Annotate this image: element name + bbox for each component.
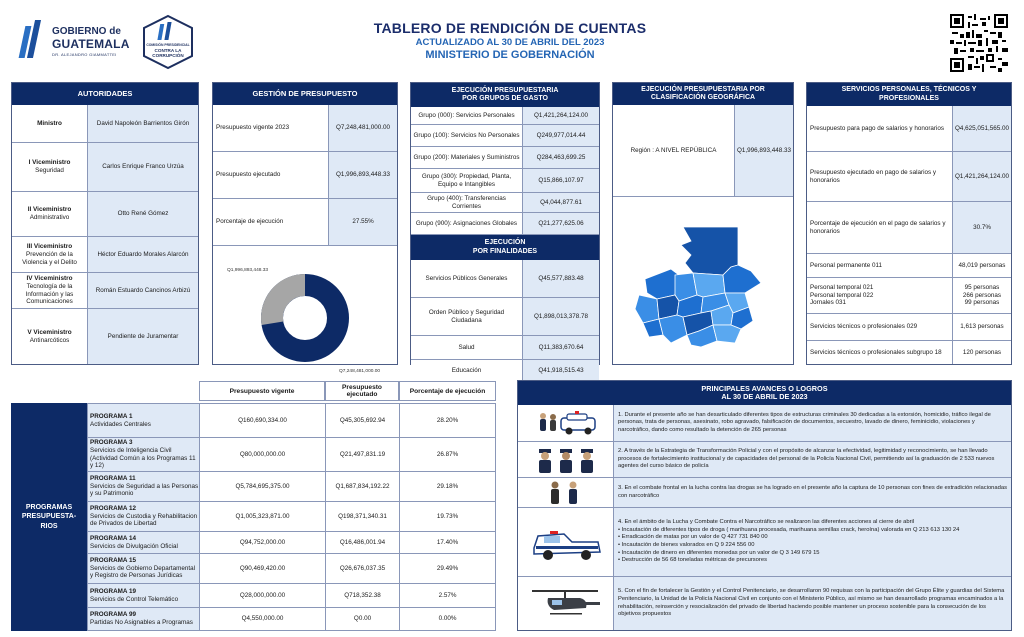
programa-vigente: Q5,784,695,375.00 [200,472,326,502]
avance-row [518,577,1011,630]
programa-name-cell [88,584,200,608]
police-graduates-icon [518,442,614,478]
finalidad-label: Servicios Públicos Generales [411,260,523,298]
grupo-row [411,125,599,147]
programa-porcentaje: 26.87% [400,438,495,472]
programa-porcentaje: 29.18% [400,472,495,502]
programa-ejecutado: Q198,371,340.31 [326,502,400,532]
nombre-cell: Héctor Eduardo Morales Alarcón [88,237,198,273]
finalidades-title [411,235,599,260]
grupos-gasto-panel [410,82,600,375]
cc-logo-line1: COMISIÓN PRESIDENCIAL [146,43,190,47]
grupo-label: Grupo (400): Transferencias Corrientes [411,193,523,213]
grupo-label: Grupo (000): Servicios Personales [411,107,523,125]
avances-title [518,381,1011,405]
finalidad-value: Q11,383,670.64 [523,336,599,360]
programa-ejecutado: Q16,486,001.94 [326,532,400,554]
servicio-row [807,254,1011,278]
finalidades-title-l2: POR FINALIDADES [472,247,538,255]
geografica-title-l1: EJECUCIÓN PRESUPUESTARIA POR [641,85,765,93]
avance-text: 1. Durante el presente año se han desarticulado diferentes tipos de estructuras criminales 30 dedicadas a la extorsión, homicidio, tráfico ilegal de personas, trata de personas, asesinato, robo agravado, falsificación de documentos, secuestro, lavado de dinero, feminicidio, violaciones y narcotráfico, dando como resultado la detención de 265 personas [614,405,1011,442]
servicio-row [807,152,1011,202]
programa-vigente: Q4,550,000.00 [200,608,326,630]
grupos-title-l1: EJECUCIÓN PRESUPUESTARIA [451,86,559,94]
map-region-escuintla [659,315,687,343]
grupo-value: Q4,044,877.61 [523,193,599,213]
programa-row [88,404,495,438]
programa-desc: Servicios de Control Telemático [90,595,179,603]
servicios-title-l2: PROFESIONALES [879,94,939,102]
cargo-cell [12,105,88,143]
cargo-area: Antinarcóticos [29,336,70,344]
avance-text: 2. A través de la Estrategia de Transformación Policial y con el propósito de alcanzar la efectividad, legitimidad y reconocimiento, se han llevado procesos de fortalecimiento institucional y de capacidades del personal de la Policía Nacional Civil, permitiendo así la graduación de 2 533 nuevos agentes del curso básico de policía [614,442,1011,478]
programas-side-label: PROGRAMAS PRESUPUESTA-RIOS [11,403,87,631]
helicopter-icon [518,577,614,630]
geografica-row [613,105,793,197]
programas-table [87,403,496,631]
grupo-row [411,147,599,169]
avance-text-group [614,508,1011,577]
grupos-title [411,83,599,107]
logo-text-line3: DR. ALEJANDRO GIAMMATTEI [52,52,117,57]
cargo-cell [12,192,88,237]
grupo-row [411,107,599,125]
donut-total-label: Q7,248,481,000.00 [339,369,381,374]
logo-text-line1: GOBIERNO de [52,26,121,37]
programa-name-cell [88,472,200,502]
guatemala-map [613,197,793,364]
grupo-row [411,169,599,193]
finalidad-row [411,298,599,336]
grupo-row [411,193,599,213]
programa-row [88,608,495,630]
detained-persons-icon [518,478,614,508]
programa-desc: Actividades Centrales [90,420,151,428]
programa-vigente: Q90,469,420.00 [200,554,326,584]
gestion-row [213,152,397,199]
cargo-area: Prevención de la Violencia y el Delito [22,250,77,266]
gestion-title: GESTIÓN DE PRESUPUESTO [213,83,397,105]
avance-bullet: • Erradicación de matas por un valor de Q 427 731 840 00 [618,534,768,541]
grupo-value: Q249,977,014.44 [523,125,599,147]
programa-desc: Servicios de Divulgación Oficial [90,542,178,550]
programa-desc: Servicios de Gobierno Departamental y Registro de Personas Jurídicas [90,564,196,580]
gestion-value: Q7,248,481,000.00 [329,105,397,152]
programa-name-cell [88,502,200,532]
map-region-izabal [723,265,761,293]
autoridad-row [12,309,198,364]
servicios-personales-panel [806,82,1012,365]
budget-donut-chart [213,246,397,387]
finalidad-value: Q1,898,013,378.78 [523,298,599,336]
finalidad-row [411,360,599,382]
page-title: TABLERO DE RENDICIÓN DE CUENTAS [373,20,647,36]
autoridad-row [12,273,198,309]
programa-ejecutado: Q21,497,831.19 [326,438,400,472]
programa-name-cell [88,438,200,472]
programa-row [88,554,495,584]
programa-name-cell [88,554,200,584]
avance-bullet: • Incautación de dinero en diferentes monedas por un valor de Q 3 149 679 15 [618,549,820,556]
police-pickup-icon [518,508,614,577]
cargo-cell [12,309,88,364]
programa-name: PROGRAMA 11 [90,474,136,482]
servicio-label: Servicios técnicos o profesionales 029 [807,314,953,341]
programa-name: PROGRAMA 14 [90,534,136,542]
programa-row [88,532,495,554]
programa-row [88,472,495,502]
gestion-presupuesto-panel [212,82,398,374]
col-header-vigente: Presupuesto vigente [199,381,325,401]
cargo-area: Tecnología de la Información y las Comunicaciones [25,282,74,306]
cargo-label: III Viceministro [26,242,73,250]
grupo-label: Grupo (200): Materiales y Suministros [411,147,523,169]
programa-ejecutado: Q718,352.38 [326,584,400,608]
programa-vigente: Q1,005,323,871.00 [200,502,326,532]
cargo-area: Seguridad [35,167,64,175]
grupo-value: Q15,866,107.97 [523,169,599,193]
programa-name: PROGRAMA 15 [90,556,136,564]
finalidad-row [411,260,599,298]
programa-row [88,502,495,532]
programa-vigente: Q160,690,334.00 [200,404,326,438]
cargo-area: Administrativo [29,214,70,222]
programa-porcentaje: 28.20% [400,404,495,438]
avances-panel [517,380,1012,631]
logo-text-line2: GUATEMALA [52,37,130,51]
grupo-label: Grupo (300): Propiedad, Planta, Equipo e Intangibles [411,169,523,193]
map-region-alta-verapaz [693,273,725,297]
servicio-label: Personal temporal 021 [810,283,874,291]
map-region-san-marcos [635,295,659,323]
finalidades-title-l1: EJECUCIÓN [484,239,526,247]
avance-row [518,442,1011,478]
programa-porcentaje: 0.00% [400,608,495,630]
servicio-value: Q1,421,264,124.00 [953,152,1011,202]
cargo-label: IV Viceministro [26,274,73,282]
servicio-value: 266 personas [962,291,1002,299]
ministry-name: MINISTERIO DE GOBERNACIÓN [425,49,595,61]
avance-row [518,508,1011,577]
programa-ejecutado: Q26,676,037.35 [326,554,400,584]
autoridad-row [12,143,198,192]
avances-title-l1: PRINCIPALES AVANCES O LOGROS [701,383,828,393]
geografica-panel [612,82,794,365]
servicio-value: Q4,625,051,565.00 [953,106,1011,152]
gestion-label: Presupuesto vigente 2023 [213,105,329,152]
grupo-label: Grupo (100): Servicios No Personales [411,125,523,147]
geografica-title [613,83,793,105]
gestion-label: Presupuesto ejecutado [213,152,329,199]
servicios-title-l1: SERVICIOS PERSONALES, TÉCNICOS Y [841,86,977,94]
grupo-value: Q1,421,264,124.00 [523,107,599,125]
avance-text: 5. Con el fin de fortalecer la Gestión y el Control Penitenciario, se desarrollaron 90 requisas con la participación del Grupo Élite y guardias del Sistema Penitenciario, la Unidad de la Policía Nacional Civil en conjunto con el Ministerio Público, así mismo se han desarrollado programas encaminados a la rehabilitación, reinserción y resocialización del privado de libertad haciendo posible mantener un proceso sostenible para la consecución de los objetivos propuestos [614,577,1011,630]
cargo-label: V Viceministro [27,328,72,336]
gestion-value: 27.55% [329,199,397,246]
programa-ejecutado: Q0.00 [326,608,400,630]
autoridades-title: AUTORIDADES [12,83,198,105]
autoridades-panel [11,82,199,365]
programa-name: PROGRAMA 3 [90,438,133,446]
qr-code-icon[interactable] [950,14,1008,72]
map-region-huehuetenango [645,269,679,299]
autoridad-row [12,105,198,143]
avance-bullet: • Incautación de bienes valorados en Q 9 224 556 00 [618,542,755,548]
programa-name-cell [88,532,200,554]
servicio-value: 95 personas [964,283,1000,291]
finalidad-label: Salud [411,336,523,360]
avance-row [518,405,1011,442]
map-region-jutiapa [713,325,741,343]
programa-desc: Servicios de Inteligencia Civil (Actividad Común a los Programas 11 y 12) [90,446,196,470]
flag-bars-icon [22,20,44,58]
avance-text: 3. En el combate frontal en la lucha contra las drogas se ha logrado en el presente año la captura de 10 personas con fines de extradición relacionadas con narcotráfico [614,478,1011,508]
programa-ejecutado: Q45,305,692.94 [326,404,400,438]
servicio-label: Personal permanente 011 [807,254,953,278]
programa-desc: Servicios de Seguridad a las Personas y su Patrimonio [90,482,199,498]
programa-desc: Servicios de Custodia y Rehabilitacion de Privados de Libertad [90,512,198,528]
programa-ejecutado: Q1,687,834,192.22 [326,472,400,502]
grupo-row [411,213,599,235]
servicio-value: 48,019 personas [953,254,1011,278]
nombre-cell: Pendiente de Juramentar [88,309,198,364]
programa-name-cell [88,608,200,630]
servicio-row-temporal [807,278,1011,314]
servicio-label: Jornales 031 [810,299,847,307]
cargo-cell [12,273,88,309]
servicio-label: Porcentaje de ejecución en el pago de salarios y honorarios [807,202,953,254]
programa-porcentaje: 17.40% [400,532,495,554]
servicio-value: 120 personas [953,341,1011,364]
gestion-value: Q1,996,893,448.33 [329,152,397,199]
servicio-value: 1,613 personas [953,314,1011,341]
avances-title-l2: AL 30 DE ABRIL DE 2023 [721,392,808,401]
grupo-label: Grupo (900): Asignaciones Globales [411,213,523,235]
gestion-row [213,105,397,152]
servicio-label-group [807,278,953,314]
nombre-cell: Román Estuardo Cancinos Arbizú [88,273,198,309]
servicio-label: Personal temporal 022 [810,291,874,299]
cargo-cell [12,237,88,273]
geografica-title-l2: CLASIFICACIÓN GEOGRÁFICA [650,94,756,101]
finalidad-label: Orden Público y Seguridad Ciudadana [411,298,523,336]
donut-executed-label: Q1,996,893,448.33 [227,268,269,273]
nombre-cell: Carlos Enrique Franco Urzúa [88,143,198,192]
programa-name: PROGRAMA 1 [90,412,133,420]
programa-row [88,584,495,608]
servicios-title [807,83,1011,106]
finalidad-label: Educación [411,360,523,382]
finalidad-value: Q41,918,515.43 [523,360,599,382]
servicio-value-group [953,278,1011,314]
programa-vigente: Q80,000,000.00 [200,438,326,472]
cargo-cell [12,143,88,192]
programa-porcentaje: 19.73% [400,502,495,532]
programa-porcentaje: 29.49% [400,554,495,584]
programa-porcentaje: 2.57% [400,584,495,608]
gobierno-guatemala-logo [22,16,134,66]
servicio-row [807,314,1011,341]
servicio-label: Presupuesto ejecutado en pago de salarios y honorarios [807,152,953,202]
programa-row [88,438,495,472]
donut-executed-slice [272,285,305,323]
autoridad-row [12,237,198,273]
finalidad-row [411,336,599,360]
servicio-row [807,341,1011,364]
servicio-label: Servicios técnicos o profesionales subgrupo 18 [807,341,953,364]
avance-bullet: • Destrucción de 56 68 toneladas métricas de precursores [618,557,767,564]
cc-logo-line2: CONTRA LA CORRUPCIÓN [152,48,184,58]
grupo-value: Q21,277,625.06 [523,213,599,235]
geografica-region: Región : A NIVEL REPÚBLICA [613,105,735,197]
col-header-ejecutado: Presupuesto ejecutado [325,381,399,401]
comision-contra-corrupcion-logo [140,14,196,70]
geografica-value: Q1,996,893,448.33 [735,105,793,197]
cargo-label: II Viceministro [27,206,72,214]
servicio-value: 99 personas [964,299,1000,307]
map-region-peten [681,227,738,275]
servicio-label: Presupuesto para pago de salarios y honorarios [807,106,953,152]
grupo-value: Q284,463,699.25 [523,147,599,169]
finalidad-value: Q45,577,883.48 [523,260,599,298]
cargo-label: Ministro [37,119,62,127]
programa-name: PROGRAMA 19 [90,587,136,595]
programa-desc: Partidas No Asignables a Programas [90,619,193,626]
servicio-value: 30.7% [953,202,1011,254]
grupos-title-l2: POR GRUPOS DE GASTO [462,95,548,102]
police-vehicle-arrest-icon [518,405,614,442]
programa-name: PROGRAMA 99 [90,611,136,619]
nombre-cell: David Napoleón Barrientos Girón [88,105,198,143]
col-header-porcentaje: Porcentaje de ejecución [399,381,496,401]
cargo-label: I Viceministro [28,159,71,167]
programa-vigente: Q94,752,000.00 [200,532,326,554]
avance-row [518,478,1011,508]
programa-name-cell [88,404,200,438]
programa-name: PROGRAMA 12 [90,504,136,512]
servicio-row [807,202,1011,254]
gestion-label: Porcentaje de ejecución [213,199,329,246]
avance-text: 4. En el ámbito de la Lucha y Combate Contra el Narcotráfico se realizaron las diferentes acciones al cierre de abril [618,519,915,526]
nombre-cell: Otto René Gómez [88,192,198,237]
autoridad-row [12,192,198,237]
programa-vigente: Q28,000,000.00 [200,584,326,608]
page-subtitle: ACTUALIZADO AL 30 DE ABRIL DEL 2023 [415,37,605,48]
gestion-row [213,199,397,246]
servicio-row [807,106,1011,152]
avance-bullet: • Incautación de diferentes tipos de droga ( marihuana procesada, marihuana semillas crack, heroína) valorada en Q 213 613 130 24 [618,526,960,533]
